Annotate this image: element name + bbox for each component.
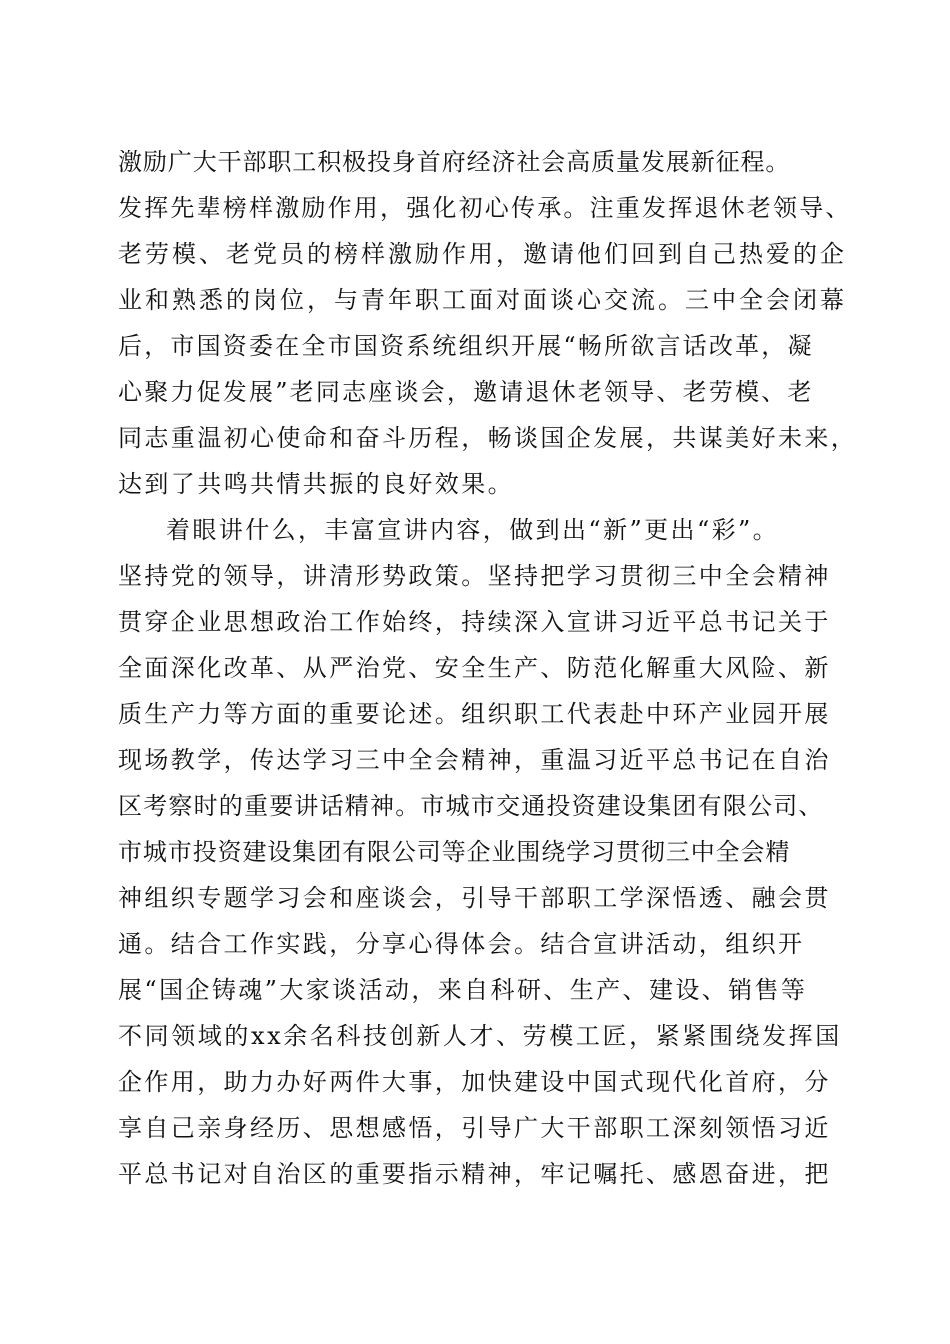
paragraph-heading-line: 着眼讲什么，丰富宣讲内容，做到出“新”更出“彩”。 bbox=[166, 516, 780, 544]
text-line: 激励广大干部职工积极投身首府经济社会高质量发展新征程。 bbox=[118, 148, 791, 176]
body-text bbox=[118, 139, 858, 1197]
text-line: 平总书记对自治区的重要指示精神，牢记嘱托、感恩奋进，把 bbox=[118, 1160, 831, 1188]
text-line: 坚持党的领导，讲清形势政策。坚持把学习贯彻三中全会精神 bbox=[118, 562, 831, 590]
text-line: 享自己亲身经历、思想感悟，引导广大干部职工深刻领悟习近 bbox=[118, 1114, 831, 1142]
text-line: 贯穿企业思想政治工作始终，持续深入宣讲习近平总书记关于 bbox=[118, 608, 831, 636]
text-line: 神组织专题学习会和座谈会，引导干部职工学深悟透、融会贯 bbox=[118, 884, 831, 912]
text-line: 区考察时的重要讲话精神。市城市交通投资建设集团有限公司、 bbox=[118, 792, 824, 820]
text-line: 现场教学，传达学习三中全会精神，重温习近平总书记在自治 bbox=[118, 746, 831, 774]
text-line: 展“国企铸魂”大家谈活动，来自科研、生产、建设、销售等 bbox=[118, 976, 808, 1004]
text-line: 老劳模、老党员的榜样激励作用，邀请他们回到自己热爱的企 bbox=[118, 240, 847, 268]
text-line: 达到了共鸣共情共振的良好效果。 bbox=[118, 470, 514, 498]
text-line: 后，市国资委在全市国资系统组织开展“畅所欲言话改革，凝 bbox=[118, 332, 814, 360]
text-line: 业和熟悉的岗位，与青年职工面对面谈心交流。三中全会闭幕 bbox=[118, 286, 847, 314]
text-line: 通。结合工作实践，分享心得体会。结合宣讲活动，组织开 bbox=[118, 930, 805, 958]
text-line: 企作用，助力办好两件大事，加快建设中国式现代化首府，分 bbox=[118, 1068, 831, 1096]
text-line: 全面深化改革、从严治党、安全生产、防范化解重大风险、新 bbox=[118, 654, 831, 682]
text-line: 心聚力促发展”老同志座谈会，邀请退休老领导、老劳模、老 bbox=[118, 378, 814, 406]
text-line: 不同领域的xx余名科技创新人才、劳模工匠，紧紧围绕发挥国 bbox=[118, 1022, 842, 1050]
text-line: 发挥先辈榜样激励作用，强化初心传承。注重发挥退休老领导、 bbox=[118, 194, 852, 222]
text-line: 市城市投资建设集团有限公司等企业围绕学习贯彻三中全会精 bbox=[118, 838, 791, 866]
text-line: 质生产力等方面的重要论述。组织职工代表赴中环产业园开展 bbox=[118, 700, 831, 728]
text-line: 同志重温初心使命和奋斗历程，畅谈国企发展，共谋美好未来， bbox=[118, 424, 858, 452]
